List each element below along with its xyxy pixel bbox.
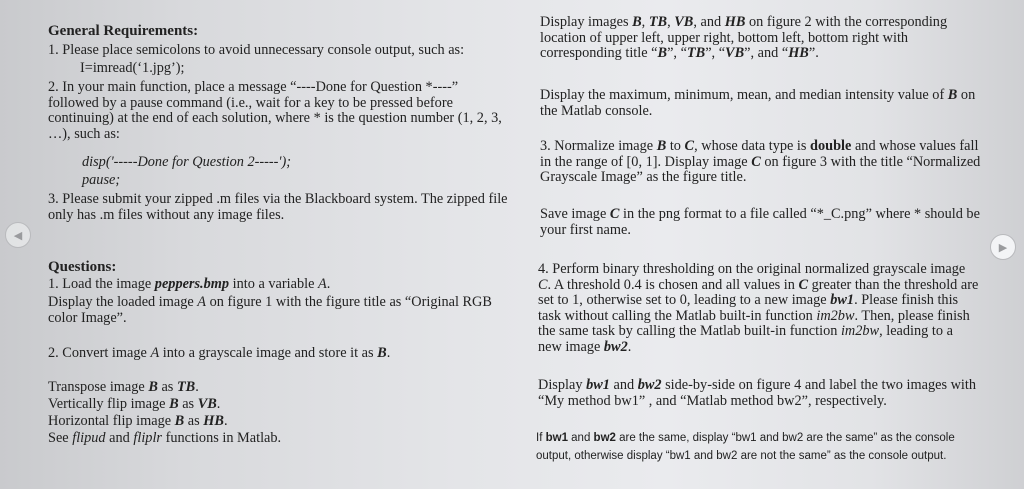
question-2-convert: 2. Convert image A into a grayscale image and store it as B. <box>48 345 391 361</box>
question-1-load: 1. Load the image peppers.bmp into a variable A. <box>48 276 331 292</box>
compare-output-instruction: If bw1 and bw2 are the same, display “bw1 and bw2 are the same” as the console output, otherwise display “bw1 and bw2 are not the same” as the console output. <box>536 432 955 462</box>
requirement-2-code-disp: disp('-----Done for Question 2-----'); <box>82 154 291 170</box>
question-4-thresholding: 4. Perform binary thresholding on the original normalized grayscale image C. A threshold 0.4 is chosen and all values in C greater than the threshold are set to 1, otherwise set to 0, leading to a new image bw1. Please finish this task without calling the Matlab built-in function im2bw. Then, please finish the same task by calling the Matlab built-in function im2bw, leading to a new image bw2. <box>538 261 979 355</box>
next-page-arrow-icon[interactable]: ▶ <box>990 234 1016 260</box>
requirement-2: 2. In your main function, place a message “----Done for Question *----” followed by a pause command (i.e., wait for a key to be pressed before continuing) at the end of each solution, where * is the question number (1, 2, 3, …), such as: <box>48 79 502 142</box>
requirement-2-code-pause: pause; <box>82 172 121 188</box>
save-png-instruction: Save image C in the png format to a file called “*_C.png” where * should be your first name. <box>540 206 980 238</box>
task-transpose: Transpose image B as TB. <box>48 379 199 395</box>
question-1-display: Display the loaded image A on figure 1 with the figure title as “Original RGB color Image”. <box>48 294 492 326</box>
task-flip-functions-note: See flipud and fliplr functions in Matlab. <box>48 430 282 446</box>
question-3-normalize: 3. Normalize image B to C, whose data type is double and whose values fall in the range of [0, 1]. Display image C on figure 3 with the title “Normalized Grayscale Image” as the figure title. <box>540 138 981 186</box>
requirement-1: 1. Please place semicolons to avoid unnecessary console output, such as: <box>48 42 465 58</box>
questions-heading: Questions: <box>48 259 117 275</box>
requirement-3: 3. Please submit your zipped .m files via the Blackboard system. The zipped file only has .m files without any image files. <box>48 191 508 223</box>
task-horizontal-flip: Horizontal flip image B as HB. <box>48 413 228 429</box>
display-figure-4-instruction: Display bw1 and bw2 side-by-side on figure 4 and label the two images with “My method bw1” , and “Matlab method bw2”, respectively. <box>538 377 977 409</box>
requirement-1-code: I=imread(‘1.jpg’); <box>80 60 185 76</box>
display-statistics-instruction: Display the maximum, minimum, mean, and median intensity value of B on the Matlab console. <box>540 87 976 119</box>
display-figure-2-instruction: Display images B, TB, VB, and HB on figure 2 with the corresponding location of upper left, upper right, bottom left, bottom right with corresponding title “B”, “TB”, “VB”, and “HB”. <box>540 14 948 62</box>
previous-page-arrow-icon[interactable]: ◀ <box>5 222 31 248</box>
task-vertical-flip: Vertically flip image B as VB. <box>48 396 221 412</box>
general-requirements-heading: General Requirements: <box>48 23 199 39</box>
